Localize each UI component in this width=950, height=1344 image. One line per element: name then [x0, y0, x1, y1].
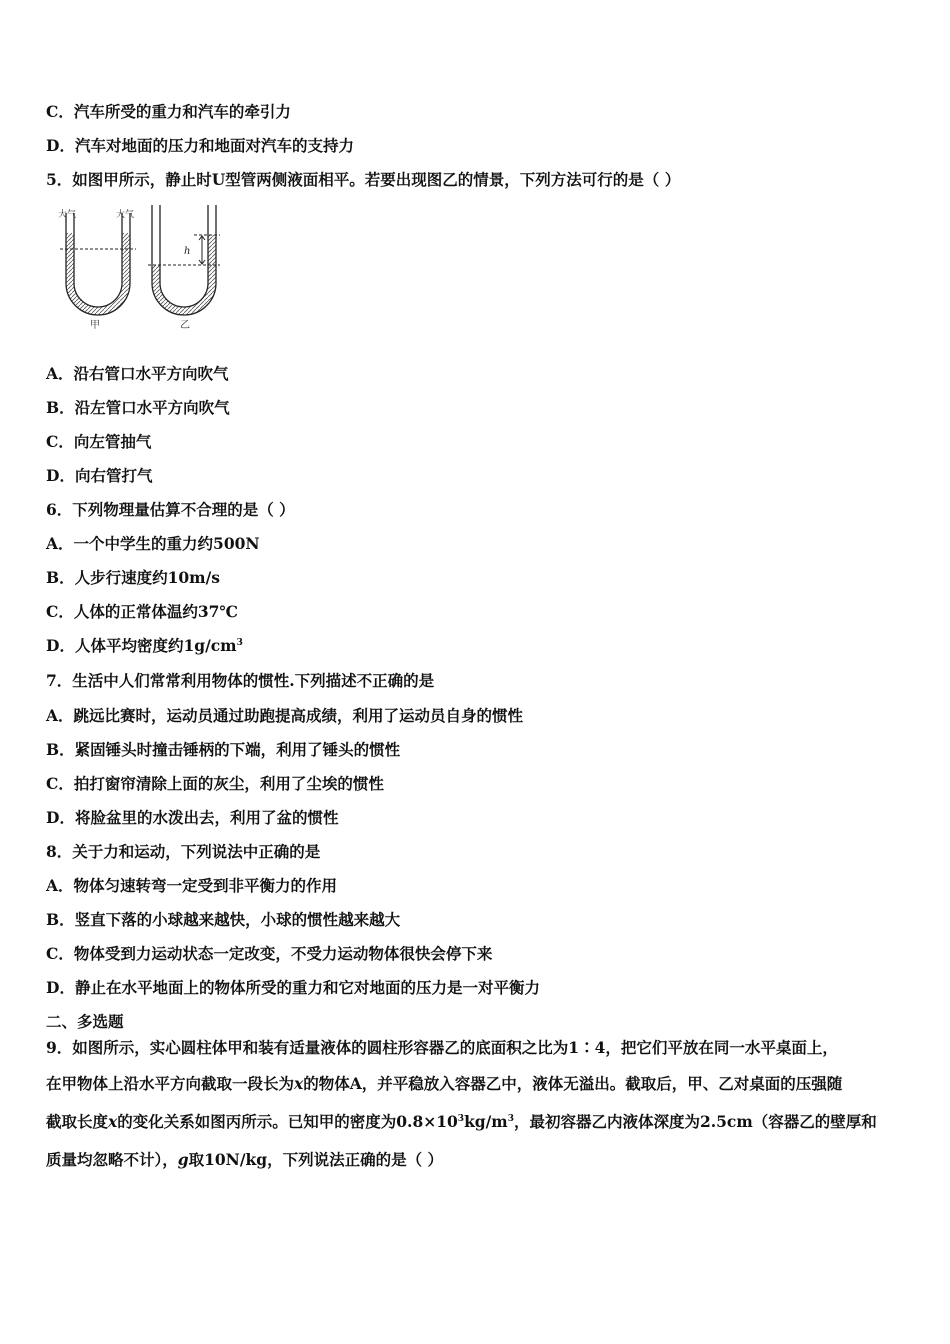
q9-line-3: [46, 1112, 877, 1132]
option-label: B．: [46, 910, 75, 929]
variable-x: x: [294, 1074, 304, 1093]
option-text: 紧固锤头时撞击锤柄的下端，利用了锤头的惯性: [74, 740, 401, 759]
option-text: 拍打窗帘清除上面的灰尘，利用了尘埃的惯性: [73, 774, 384, 793]
air-label-left: 大气: [58, 210, 77, 220]
option-text: 跳远比赛时，运动员通过助跑提高成绩，利用了运动员自身的惯性: [73, 706, 524, 725]
q6-option-d: [46, 636, 243, 656]
text-segment: 截取长度: [46, 1112, 109, 1131]
q9-line-1: 9．如图所示，实心圆柱体甲和装有适量液体的圆柱形容器乙的底面积之比为1∶4，把它们平放在同一水平桌面上，: [46, 1038, 838, 1057]
u-tube-diagram: [52, 205, 232, 333]
superscript: 3: [457, 1113, 465, 1124]
text-segment: 在甲物体上沿水平方向截取一段长为: [46, 1074, 295, 1093]
option-text: 竖直下落的小球越来越快，小球的惯性越来越大: [74, 910, 401, 929]
air-label-right: 大气: [116, 210, 135, 220]
q6-option-b: [46, 568, 220, 588]
option-label: D．: [46, 636, 75, 655]
option-text: 汽车所受的重力和汽车的牵引力: [73, 102, 291, 121]
u-tube-yi: [148, 205, 220, 331]
text-segment: kg/m: [464, 1112, 508, 1131]
option-text: 向右管打气: [74, 466, 153, 485]
option-label: D．: [46, 136, 75, 155]
q4-option-d: [46, 136, 354, 156]
q9-line-2: [46, 1074, 842, 1094]
section-heading: 二、多选题: [46, 1012, 124, 1031]
q6-stem: 6．下列物理量估算不合理的是（ ）: [46, 500, 295, 519]
q9-line-4: [46, 1150, 443, 1170]
option-text: 静止在水平地面上的物体所受的重力和它对地面的压力是一对平衡力: [74, 978, 540, 997]
caption-jia: 甲: [90, 320, 100, 331]
text-segment: 的物体A，并平稳放入容器乙中，液体无溢出。截取后，甲、乙对桌面的压强随: [303, 1074, 843, 1093]
option-text: 向左管抽气: [73, 432, 152, 451]
q7-option-d: [46, 808, 338, 828]
option-label: C．: [46, 102, 74, 121]
q5-option-d: [46, 466, 152, 486]
u-tube-jia: [58, 208, 136, 331]
option-label: A．: [46, 876, 74, 895]
caption-yi: 乙: [180, 320, 190, 331]
text-segment: ，最初容器乙内液体深度为2.5cm（容器乙的壁厚和: [513, 1112, 877, 1131]
option-text: 物体匀速转弯一定受到非平衡力的作用: [73, 876, 338, 895]
q8-option-a: [46, 876, 337, 896]
option-label: C．: [46, 944, 74, 963]
option-text: 将脸盆里的水泼出去，利用了盆的惯性: [74, 808, 339, 827]
superscript: 3: [236, 637, 243, 648]
option-label: D．: [46, 978, 75, 997]
q5-option-a: [46, 364, 229, 384]
option-text: 人体平均密度约1g/cm: [74, 636, 237, 655]
option-label: D．: [46, 466, 75, 485]
option-label: A．: [46, 364, 74, 383]
q8-stem: 8．关于力和运动，下列说法中正确的是: [46, 842, 321, 861]
q4-option-c: [46, 102, 291, 122]
option-label: A．: [46, 534, 74, 553]
option-label: B．: [46, 568, 75, 587]
option-label: B．: [46, 740, 75, 759]
q6-option-c: [46, 602, 238, 622]
option-label: A．: [46, 706, 74, 725]
q5-option-b: [46, 398, 230, 418]
option-label: C．: [46, 602, 74, 621]
option-text: 人体的正常体温约37℃: [73, 602, 238, 621]
variable-g: g: [177, 1150, 189, 1169]
option-label: B．: [46, 398, 75, 417]
text-segment: 质量均忽略不计），: [46, 1150, 178, 1169]
option-label: C．: [46, 432, 74, 451]
q5-option-c: [46, 432, 151, 452]
q8-option-d: [46, 978, 540, 998]
option-text: 汽车对地面的压力和地面对汽车的支持力: [74, 136, 354, 155]
variable-x: x: [108, 1112, 118, 1131]
q6-option-a: [46, 534, 260, 554]
option-text: 人步行速度约10m/s: [74, 568, 220, 587]
option-label: C．: [46, 774, 74, 793]
h-label: h: [184, 246, 191, 257]
q5-stem: 5．如图甲所示，静止时U型管两侧液面相平。若要出现图乙的情景，下列方法可行的是（ ）: [46, 170, 681, 189]
q7-option-c: [46, 774, 384, 794]
q7-option-b: [46, 740, 400, 760]
q8-option-b: [46, 910, 400, 930]
option-text: 一个中学生的重力约500N: [73, 534, 260, 553]
q7-stem: 7．生活中人们常常利用物体的惯性.下列描述不正确的是: [46, 671, 435, 690]
text-segment: 的变化关系如图丙所示。已知甲的密度为0.8×10: [117, 1112, 458, 1131]
q7-option-a: [46, 706, 523, 726]
superscript: 3: [507, 1113, 514, 1124]
q8-option-c: [46, 944, 492, 964]
text-segment: 取10N/kg，下列说法正确的是（ ）: [188, 1150, 443, 1169]
option-text: 沿左管口水平方向吹气: [74, 398, 230, 417]
option-label: D．: [46, 808, 75, 827]
option-text: 物体受到力运动状态一定改变，不受力运动物体很快会停下来: [73, 944, 493, 963]
option-text: 沿右管口水平方向吹气: [73, 364, 229, 383]
u-tube-figure: [52, 205, 232, 333]
